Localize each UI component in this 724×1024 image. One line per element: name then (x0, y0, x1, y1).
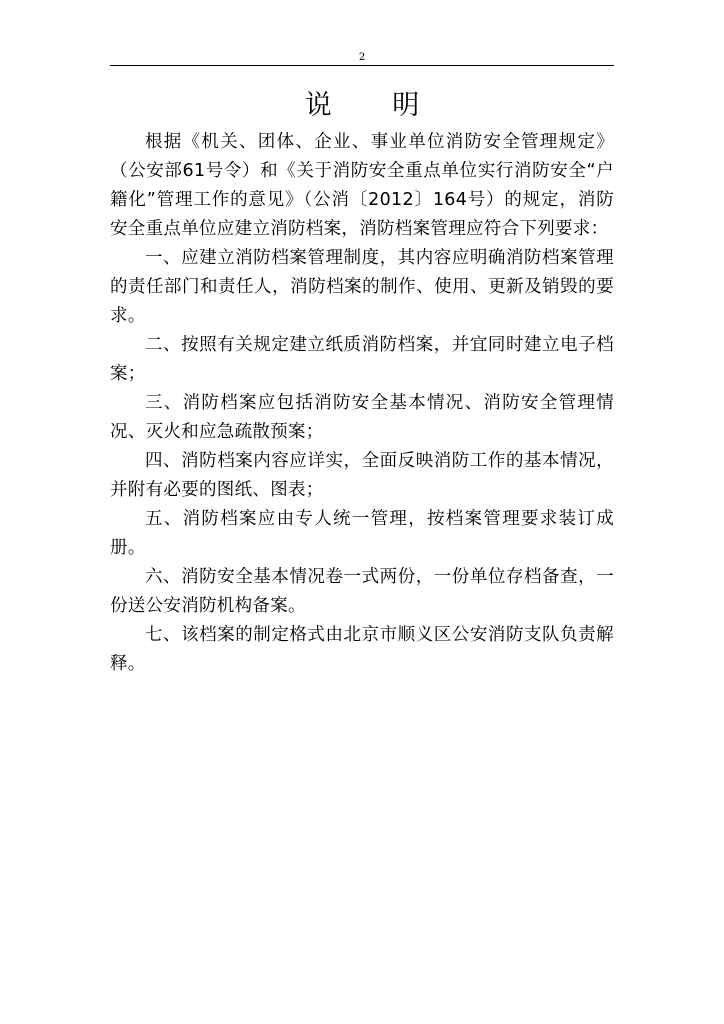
intro-paragraph: 根据《机关、团体、企业、事业单位消防安全管理规定》（公安部61号令）和《关于消防安全重点单位实行消防安全“户籍化”管理工作的意见》（公消〔2012〕164号）的规定，消防安全重点单位应建立消防档案，消防档案管理应符合下列要求： (110, 132, 614, 239)
requirement-item-7: 七、该档案的制定格式由北京市顺义区公安消防支队负责解释。 (110, 625, 614, 674)
requirement-item-4: 四、消防档案内容应详实，全面反映消防工作的基本情况，并附有必要的图纸、图表； (110, 451, 614, 500)
document-body (110, 128, 614, 679)
page-number: 2 (358, 52, 366, 63)
header-rule (110, 65, 614, 66)
requirement-item-5: 五、消防档案应由专人统一管理，按档案管理要求装订成册。 (110, 509, 614, 558)
requirement-item-1: 一、应建立消防档案管理制度，其内容应明确消防档案管理的责任部门和责任人，消防档案的制作、使用、更新及销毁的要求。 (110, 248, 614, 326)
document-title: 说 明 (304, 90, 446, 121)
requirement-item-3: 三、消防档案应包括消防安全基本情况、消防安全管理情况、灭火和应急疏散预案； (110, 393, 614, 442)
requirement-item-6: 六、消防安全基本情况卷一式两份，一份单位存档备查，一份送公安消防机构备案。 (110, 567, 614, 616)
requirement-item-2: 二、按照有关规定建立纸质消防档案，并宜同时建立电子档案； (110, 335, 614, 384)
